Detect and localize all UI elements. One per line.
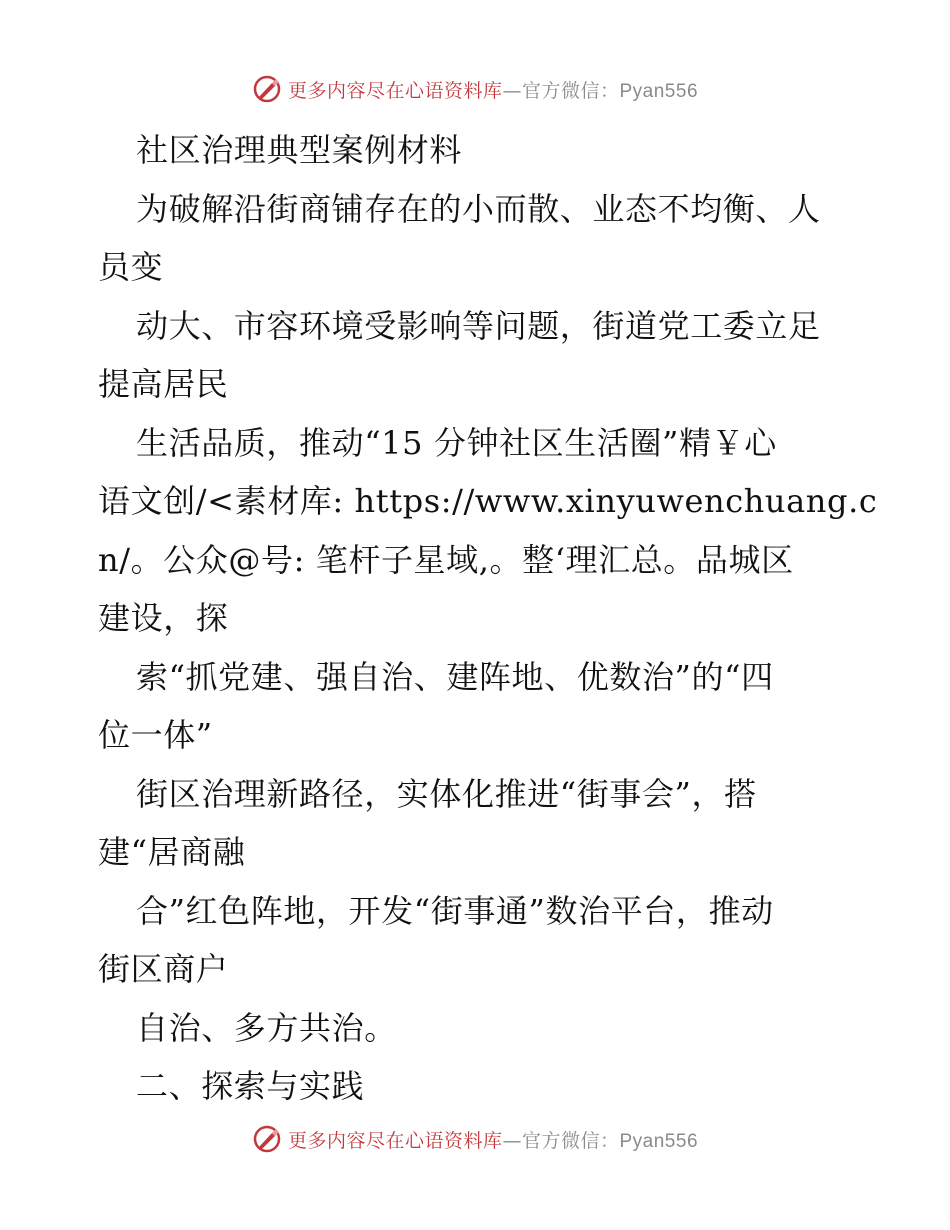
paragraph-line: 员变 — [98, 248, 164, 286]
paragraph-line: 自治、多方共治。 — [136, 1008, 397, 1047]
paragraph-line: n/。公众@号: 笔杆子星域,。整‘理汇总。品城区 — [98, 540, 794, 579]
paragraph-line: 索“抓党建、强自治、建阵地、优数治”的“四 — [136, 657, 774, 696]
banner-wechat-label: 官方微信： — [521, 79, 620, 102]
footer-banner — [0, 1122, 950, 1156]
banner-wechat-handle: Pyan556 — [619, 1130, 699, 1152]
paragraph-line: 提高居民 — [98, 365, 229, 403]
banner-text — [288, 76, 698, 103]
paragraph-line: 合”红色阵地，开发“街事通”数治平台，推动 — [136, 891, 774, 930]
paragraph-line: 街区商户 — [98, 950, 229, 988]
banner-dash: — — [502, 1129, 522, 1152]
banner-wechat-handle: Pyan556 — [619, 80, 699, 102]
paragraph-line: 生活品质，推动“15 分钟社区生活圈”精￥心 — [136, 423, 777, 462]
section-heading: 二、探索与实践 — [136, 1067, 365, 1105]
banner-site-name: 更多内容尽在心语资料库 — [287, 1129, 503, 1152]
paragraph-line: 为破解沿街商铺存在的小而散、业态不均衡、人 — [136, 189, 821, 228]
paragraph-line: 语文创/<素材库: https://www.xinyuwenchuang.c — [98, 482, 878, 520]
doc-title: 社区治理典型案例材料 — [136, 131, 463, 169]
paragraph-line: 建“居商融 — [98, 833, 246, 871]
pen-logo-icon — [252, 74, 282, 104]
paragraph-line: 建设，探 — [98, 599, 229, 637]
banner-wechat-label: 官方微信： — [521, 1129, 620, 1152]
paragraph-line: 位一体” — [98, 716, 213, 754]
pen-logo-icon — [252, 1124, 282, 1154]
banner-text — [288, 1126, 698, 1153]
document-body — [98, 121, 878, 1116]
banner-site-name: 更多内容尽在心语资料库 — [287, 79, 503, 102]
banner-dash: — — [502, 79, 522, 102]
paragraph-line: 动大、市容环境受影响等问题，街道党工委立足 — [136, 306, 821, 345]
header-banner — [0, 72, 950, 106]
paragraph-line: 街区治理新路径，实体化推进“街事会”，搭 — [136, 774, 757, 813]
